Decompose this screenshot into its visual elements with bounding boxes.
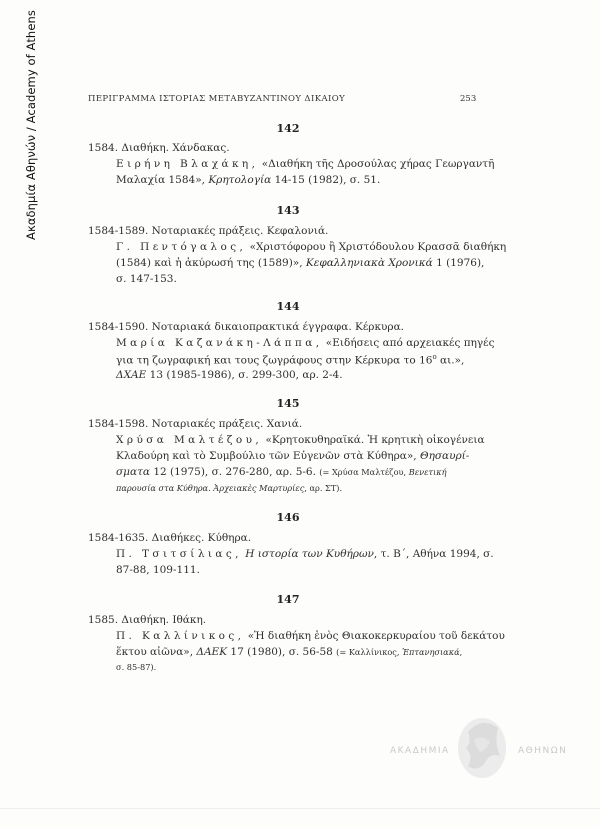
citation-text: Κλαδούρη καὶ τὸ Συμβούλιο τῶν Εὐγενῶν στὰ Κύθηρα»,: [116, 450, 420, 462]
page-number: 253: [460, 94, 477, 104]
running-header: [88, 94, 488, 108]
watermark-word-right: ΑΘΗΝΩΝ: [518, 746, 568, 756]
author: Π. Καλλίνικος,: [116, 630, 245, 642]
entry-head: 1584-1598. Νοταριακές πράξεις. Χανιά.: [88, 418, 303, 430]
citation-text: «Χριστόφορου ἢ Χριστόδουλου Κρασσᾶ διαθήκη: [246, 241, 507, 253]
citation-line-1: [116, 241, 506, 253]
citation-text: 13 (1985-1986), σ. 299-300, αρ. 2-4.: [146, 369, 343, 381]
citation-text: «Διαθήκη τῆς Δροσούλας χήρας Γεωργαντῆ: [258, 158, 495, 170]
citation-line-4: [116, 482, 342, 494]
citation-text: «Κρητοκυθηραϊκά. Ἡ κρητικὴ οἰκογένεια: [262, 434, 485, 446]
citation-line-1: [116, 548, 494, 560]
journal-title: Θησαυρί-: [419, 450, 470, 462]
side-label: [4, 10, 38, 240]
author: Ειρήνη Βλαχάκη,: [116, 158, 259, 170]
entry-head: 1584-1590. Νοταριακά δικαιοπρακτικά έγγραφα. Κέρκυρα.: [88, 321, 404, 333]
citation-text: 12 (1975), σ. 276-280, αρ. 5-6.: [149, 466, 320, 478]
citation-text: «Ειδήσεις από αρχειακές πηγές: [322, 337, 495, 349]
cross-reference: , αρ. ΣΤ).: [304, 483, 343, 493]
citation-line-3: [116, 466, 447, 478]
header-title: ΠΕΡΙΓΡΑΜΜΑ ΙΣΤΟΡΙΑΣ ΜΕΤΑΒΥΖΑΝΤΙΝΟΥ ΔΙΚΑΙΟΥ: [88, 94, 346, 104]
citation-line-3: σ. 147-153.: [116, 273, 177, 285]
cross-reference-title: Βενετική: [408, 467, 447, 477]
journal-title: ΔΑΕΚ: [196, 646, 228, 658]
author: Γ. Πεντόγαλος,: [116, 241, 247, 253]
citation-text: ἕκτου αἰῶνα»,: [116, 646, 197, 658]
citation-line-1: [116, 630, 505, 642]
citation-line-3: σ. 85-87).: [116, 662, 157, 672]
citation-line-1: [116, 434, 485, 446]
page-edge: [0, 808, 600, 809]
entry-head: 1584. Διαθήκη. Χάνδακας.: [88, 142, 230, 154]
cross-reference: (= Χρύσα Μαλτέζου,: [319, 467, 409, 477]
book-title: Η ιστορία των Κυθήρων: [241, 548, 374, 560]
superscript: ο: [432, 353, 437, 361]
citation-text: για τη ζωγραφική και τους ζωγράφους στην Κέρκυρα το 16: [116, 354, 433, 367]
entry-number: 144: [276, 300, 300, 313]
author: Χρύσα Μαλτέζου,: [116, 434, 263, 446]
author: Π. Τσιτσίλιας,: [116, 548, 242, 560]
side-label-text: Ακαδημία Αθηνών / Academy of Athens: [24, 10, 38, 240]
journal-title: Κρητολογία: [208, 174, 272, 186]
citation-line-1: [116, 337, 495, 349]
citation-text: 1 (1976),: [432, 257, 485, 269]
entry-number: 143: [276, 204, 300, 217]
entry-number: 147: [276, 593, 300, 606]
citation-line-1: [116, 158, 494, 170]
citation-text: «Ἡ διαθήκη ἑνὸς Θιακοκερκυραίου τοῦ δεκάτου: [244, 630, 505, 642]
citation-text: 17 (1980), σ. 56-58: [227, 646, 337, 658]
citation-line-2: [116, 646, 462, 658]
entry-number: 146: [276, 511, 300, 524]
citation-text: Μαλαχία 1584»,: [116, 174, 209, 186]
citation-line-2: [116, 174, 380, 186]
citation-line-2: 87-88, 109-111.: [116, 564, 200, 576]
academy-watermark: [390, 712, 570, 782]
cross-reference: (= Καλλίνικος,: [336, 647, 403, 657]
citation-line-2: [116, 353, 464, 367]
journal-title: Κεφαλληνιακὰ Χρονικά: [305, 257, 433, 269]
journal-title: σματα: [116, 466, 150, 478]
entry-head: 1584-1589. Νοταριακές πράξεις. Κεφαλονιά.: [88, 225, 329, 237]
entry-number: 145: [276, 397, 300, 410]
author: Μαρία Καζανάκη-Λάππα,: [116, 337, 323, 349]
watermark-word-left: ΑΚΑΔΗΜΙΑ: [390, 746, 450, 756]
athena-head-icon: [454, 712, 510, 782]
cross-reference: ,: [459, 647, 463, 657]
citation-line-3: [116, 369, 343, 381]
citation-line-2: [116, 257, 484, 269]
citation-text: , τ. Β΄, Αθήνα 1994, σ.: [373, 548, 494, 560]
citation-line-2: [116, 450, 469, 462]
cross-reference-title: παρουσία στα Κύθηρα. Ἀρχειακὲς Μαρτυρίες: [116, 483, 305, 493]
citation-text: αι.»,: [436, 354, 465, 367]
entry-head: 1584-1635. Διαθήκες. Κύθηρα.: [88, 532, 252, 544]
journal-title: ΔΧΑΕ: [116, 369, 147, 381]
citation-text: (1584) καὶ ἡ ἀκύρωσή της (1589)»,: [116, 257, 306, 269]
entry-head: 1585. Διαθήκη. Ιθάκη.: [88, 614, 207, 626]
entry-number: 142: [276, 122, 300, 135]
citation-text: 14-15 (1982), σ. 51.: [271, 174, 381, 186]
cross-reference-title: Ἐπτανησιακά: [402, 647, 460, 657]
